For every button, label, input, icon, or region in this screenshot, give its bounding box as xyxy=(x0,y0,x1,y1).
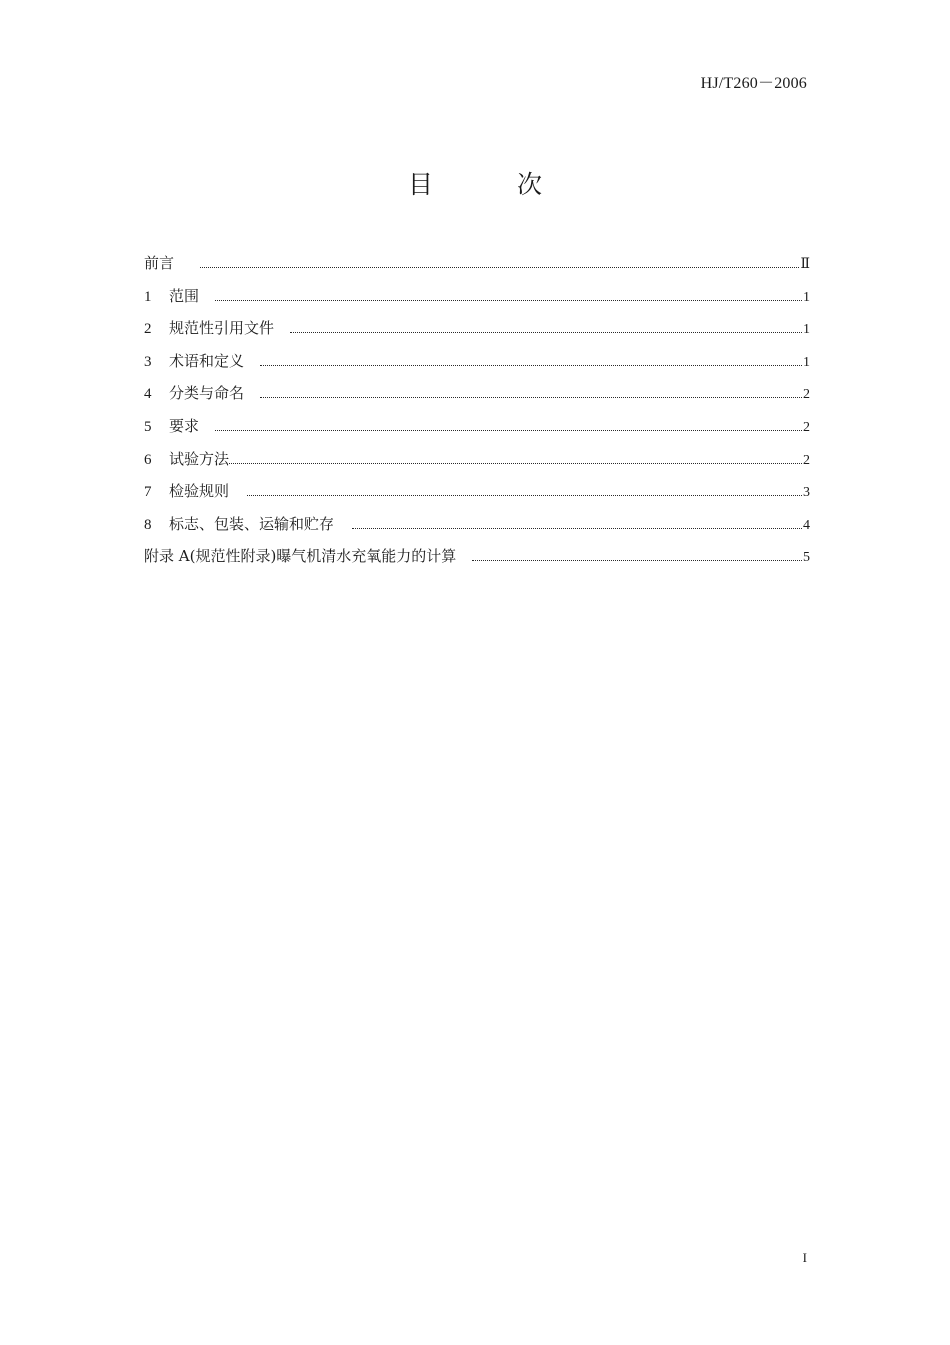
toc-leader-dots xyxy=(472,549,802,561)
toc-entry-2[interactable] xyxy=(144,317,810,350)
toc-entry-number: 4 xyxy=(144,386,152,403)
toc-entry-number: 1 xyxy=(144,288,152,305)
toc-leader-dots xyxy=(215,419,802,431)
toc-entry-page: 5 xyxy=(803,550,810,566)
toc-leader-dots xyxy=(229,452,802,464)
page-number: I xyxy=(802,1250,807,1265)
toc-entry-1[interactable] xyxy=(144,285,810,318)
toc-entry-page: 4 xyxy=(803,517,810,533)
toc-entry-page: Ⅱ xyxy=(800,257,810,272)
page-title: 目 次 xyxy=(408,169,580,199)
toc-entry-title: 要求 xyxy=(169,416,200,435)
toc-entry-title: 术语和定义 xyxy=(169,351,245,370)
toc-entry-3[interactable] xyxy=(144,350,810,383)
toc-entry-page: 3 xyxy=(803,485,810,501)
toc-entry-7[interactable] xyxy=(144,480,810,513)
toc-entry-page: 1 xyxy=(803,322,810,338)
toc-entry-page: 2 xyxy=(803,387,810,403)
toc-entry-appendix-a[interactable] xyxy=(144,545,810,578)
toc-entry-number: 5 xyxy=(144,418,152,435)
toc-entry-page: 2 xyxy=(803,419,810,435)
toc-entry-5[interactable] xyxy=(144,415,810,448)
toc-entry-number: 8 xyxy=(144,516,152,533)
toc-entry-title: 范围 xyxy=(169,286,200,305)
toc-entry-page: 1 xyxy=(803,354,810,370)
toc-entry-8[interactable] xyxy=(144,513,810,546)
toc-entry-title: 试验方法 xyxy=(169,449,230,468)
toc-leader-dots xyxy=(215,289,802,301)
toc-leader-dots xyxy=(247,484,802,496)
toc-entry-preface[interactable] xyxy=(144,252,810,285)
toc-entry-6[interactable] xyxy=(144,448,810,481)
standard-code: HJ/T260－2006 xyxy=(700,75,807,92)
toc-entry-number: 2 xyxy=(144,321,152,338)
toc-leader-dots xyxy=(290,321,802,333)
toc-entry-number: 6 xyxy=(144,451,152,468)
toc-entry-title: 标志、包装、运输和贮存 xyxy=(169,514,335,533)
table-of-contents xyxy=(144,252,810,578)
toc-entry-4[interactable] xyxy=(144,382,810,415)
toc-entry-title: 前言 xyxy=(144,254,175,272)
toc-leader-dots xyxy=(200,256,799,268)
toc-entry-page: 2 xyxy=(803,452,810,468)
toc-entry-title: 附录 A(规范性附录)曝气机清水充氧能力的计算 xyxy=(144,547,457,566)
toc-entry-title: 规范性引用文件 xyxy=(169,319,275,338)
toc-entry-number: 3 xyxy=(144,353,152,370)
toc-entry-page: 1 xyxy=(803,289,810,305)
toc-entry-number: 7 xyxy=(144,484,152,501)
toc-leader-dots xyxy=(352,517,802,529)
toc-entry-title: 检验规则 xyxy=(169,482,230,501)
toc-entry-title: 分类与命名 xyxy=(169,384,245,403)
toc-leader-dots xyxy=(260,386,802,398)
toc-leader-dots xyxy=(260,354,802,366)
